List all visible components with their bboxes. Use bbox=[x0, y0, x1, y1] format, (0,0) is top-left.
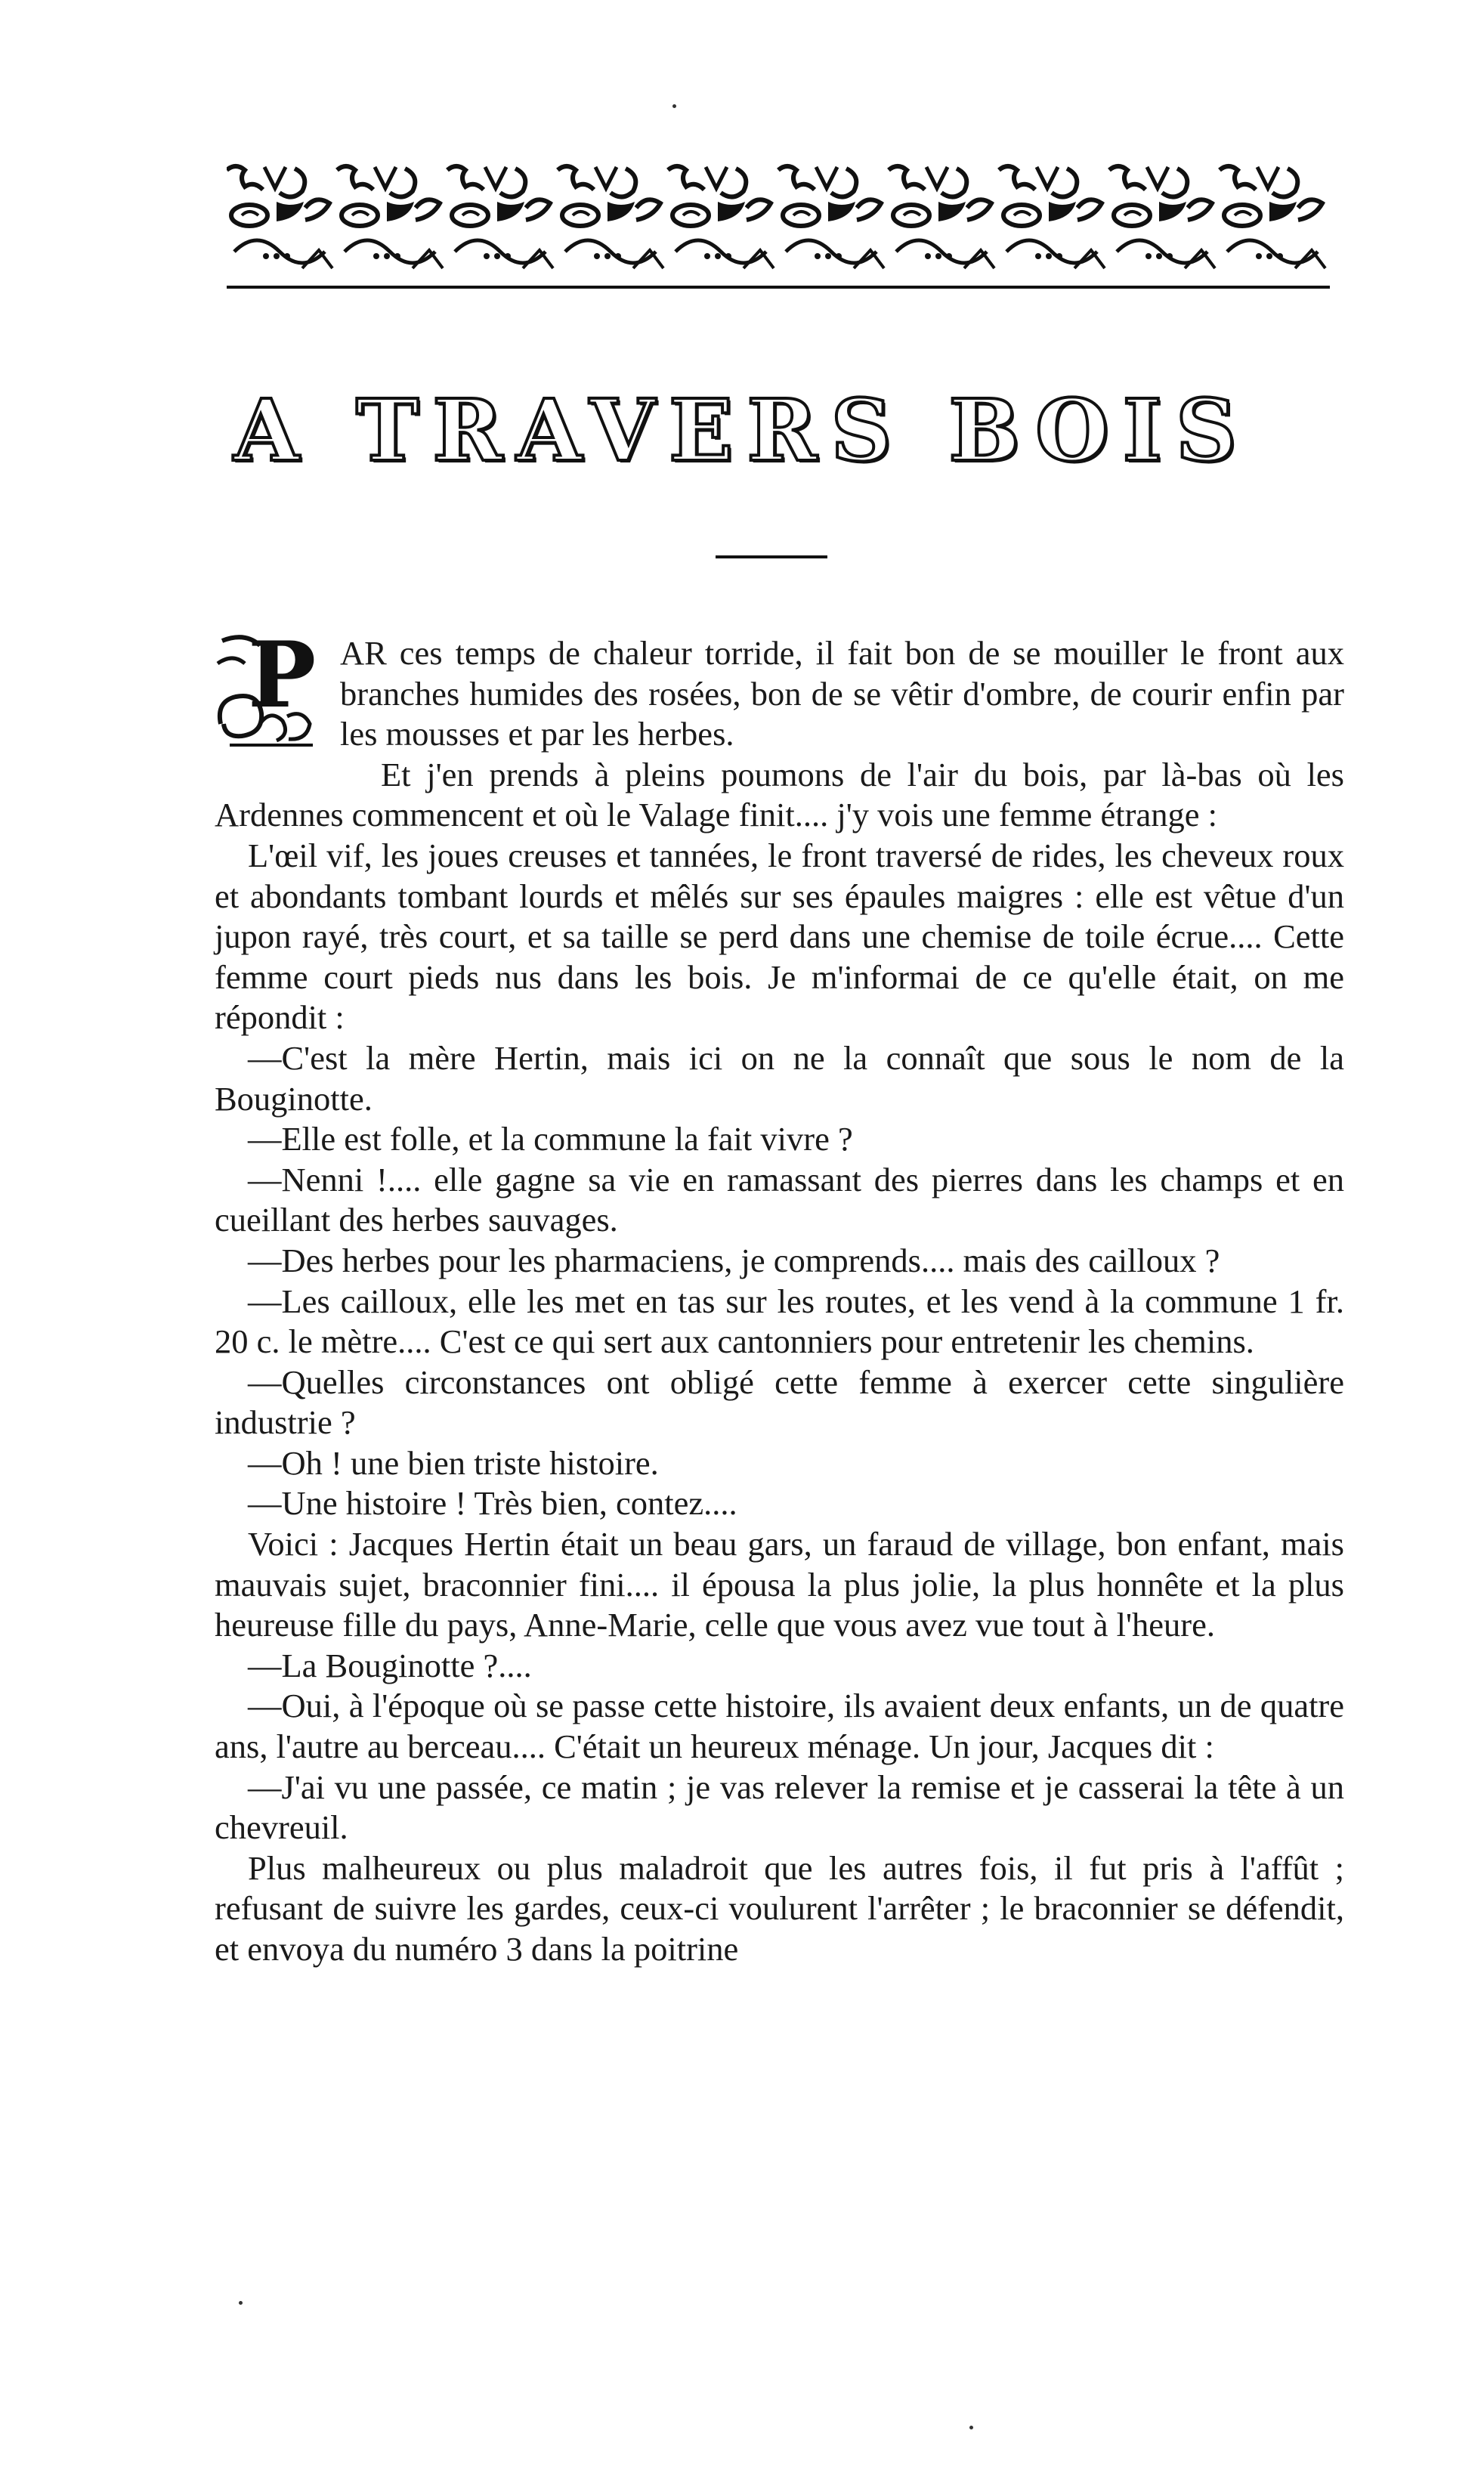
paragraph: —Oh ! une bien triste histoire. bbox=[248, 1443, 659, 1482]
paragraph: L'œil vif, les joues creuses et tannées, le front traversé de rides, les cheveux roux et abondants tombant lourds et mêlés sur ses épaules maigres : elle est vêtue d'un jupon rayé, très court, et sa taille se perd dans une chemise de toile écrue.... Cette femme court pieds nus dans les bois. Je m'informai de ce qu'elle était, on me répondit : bbox=[215, 836, 1344, 1037]
paragraph: AR ces temps de chaleur torride, il fait bon de se mouiller le front aux branches humides des rosées, bon de se vêtir d'ombre, de courir enfin par les mousses et par les herbes. bbox=[340, 634, 1344, 753]
body-text bbox=[215, 622, 1344, 1970]
paragraph: —J'ai vu une passée, ce matin ; je vas relever la remise et je casserai la tête à un chevreuil. bbox=[215, 1767, 1344, 1847]
paragraph: Voici : Jacques Hertin était un beau gars, un faraud de village, bon enfant, mais mauvais sujet, braconnier fini.... il épousa la plus jolie, la plus honnête et la plus heureuse fille du pays, Anne-Marie, celle que vous avez vue tout à l'heure. bbox=[215, 1525, 1344, 1644]
paragraph: —Elle est folle, et la commune la fait vivre ? bbox=[248, 1120, 853, 1158]
title-rule bbox=[716, 555, 827, 558]
page-title: A TRAVERS BOIS bbox=[233, 382, 1251, 481]
paragraph: —Une histoire ! Très bien, contez.... bbox=[248, 1484, 737, 1523]
paragraph: —Nenni !.... elle gagne sa vie en ramassant des pierres dans les champs et en cueillant des herbes sauvages. bbox=[215, 1160, 1344, 1239]
paragraph: —Les cailloux, elle les met en tas sur les routes, et les vend à la commune 1 fr. 20 c. le mètre.... C'est ce qui sert aux cantonniers pour entretenir les chemins. bbox=[215, 1282, 1344, 1361]
paragraph: —Des herbes pour les pharmaciens, je comprends.... mais des cailloux ? bbox=[248, 1241, 1220, 1279]
drop-cap-letter: P bbox=[248, 622, 317, 728]
speck-bottom-center bbox=[969, 2426, 973, 2429]
floral-border-icon bbox=[227, 162, 1330, 295]
paragraph: Plus malheureux ou plus maladroit que les autres fois, il fut pris à l'affût ; refusant de suivre les gardes, ceux-ci voulurent l'arrêter ; le braconnier se défendit, et envoya du numéro 3 dans la poitrine bbox=[215, 1848, 1344, 1968]
paragraph: —Quelles circonstances ont obligé cette femme à exercer cette singulière industrie ? bbox=[215, 1362, 1344, 1442]
paragraph: —Oui, à l'époque où se passe cette histoire, ils avaient deux enfants, un de quatre ans, l'autre au berceau.... C'était un heureux ménage. Un jour, Jacques dit : bbox=[215, 1687, 1344, 1766]
speck-top bbox=[672, 104, 676, 108]
paragraph: Et j'en prends à pleins poumons de l'air du bois, par là-bas où les Ardennes commencent et où le Valage finit.... j'y vois une femme étrange : bbox=[215, 755, 1344, 834]
paragraph: —C'est la mère Hertin, mais ici on ne la connaît que sous le nom de la Bouginotte. bbox=[215, 1038, 1344, 1118]
paragraph: —La Bouginotte ?.... bbox=[248, 1646, 532, 1684]
drop-cap bbox=[215, 622, 328, 750]
speck-bottom-left bbox=[239, 2301, 243, 2305]
